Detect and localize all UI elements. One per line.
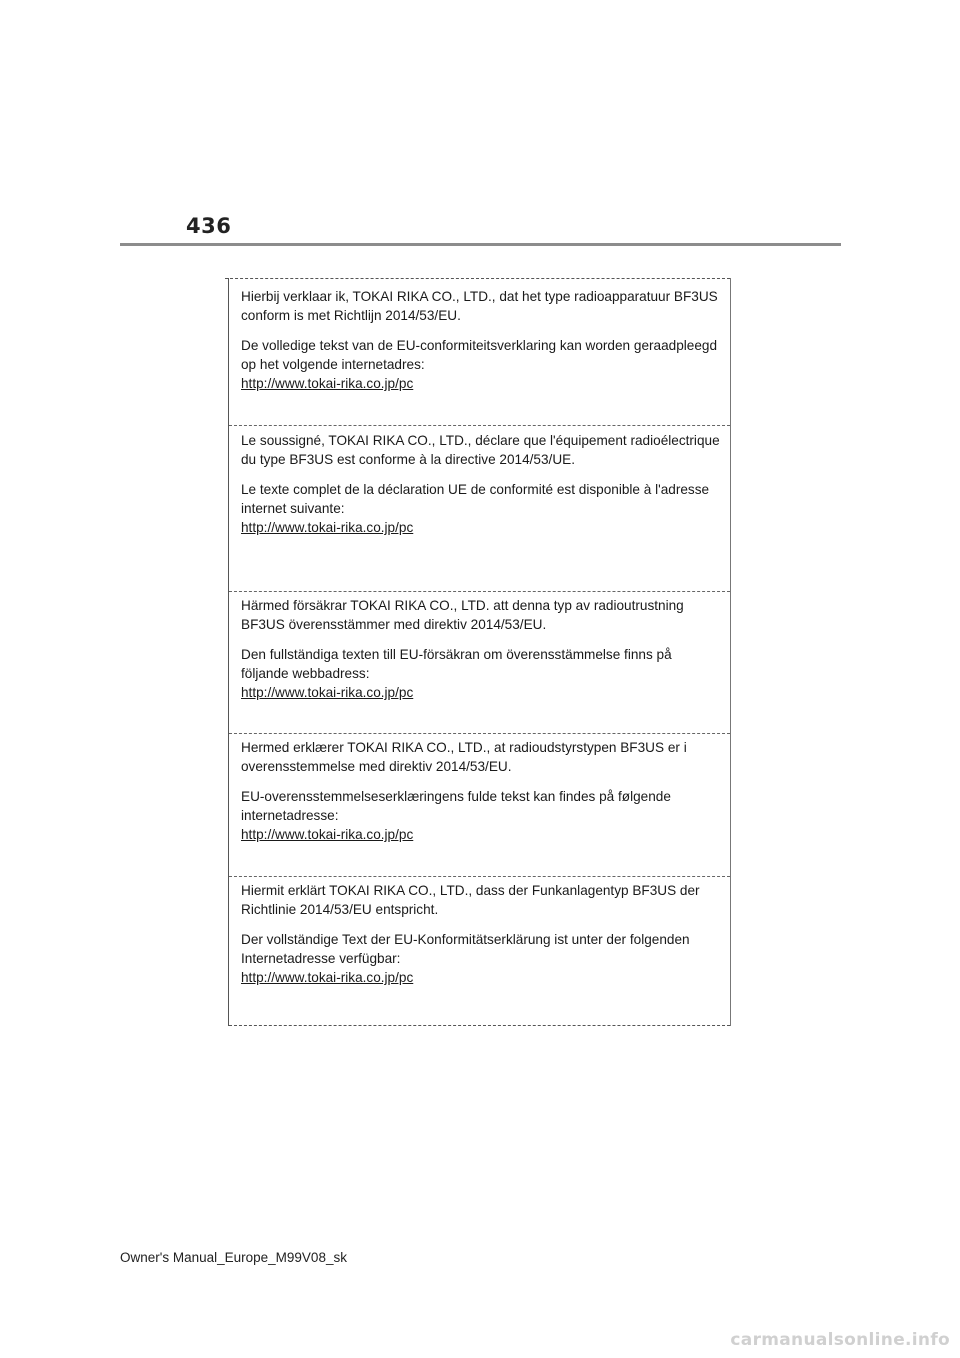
watermark: carmanualsonline.info	[730, 1330, 950, 1350]
declaration-url-link[interactable]: http://www.tokai-rika.co.jp/pc	[241, 827, 414, 842]
declaration-statement: Hierbij verklaar ik, TOKAI RIKA CO., LTD., dat het type radioapparatuur BF3US conform is met Richtlijn 2014/53/EU.	[241, 289, 718, 323]
declaration-statement: Härmed försäkrar TOKAI RIKA CO., LTD. att denna typ av radioutrustning BF3US överensstämmer med direktiv 2014/53/EU.	[241, 598, 684, 632]
section-divider	[229, 733, 730, 734]
declaration-section-sv	[229, 596, 730, 702]
declaration-section-fr	[229, 431, 730, 537]
section-divider	[229, 425, 730, 426]
declaration-info-text: Le texte complet de la déclaration UE de conformité est disponible à l'adresse internet suivante:	[241, 482, 710, 516]
scan-top-border	[225, 278, 730, 279]
declaration-info-text: EU-overensstemmelseserklæringens fulde tekst kan findes på følgende internetadresse:	[241, 789, 671, 823]
declaration-statement: Le soussigné, TOKAI RIKA CO., LTD., déclare que l'équipement radioélectrique du type BF3US est conforme à la directive 2014/53/UE.	[241, 433, 720, 467]
section-divider	[229, 591, 730, 592]
declaration-statement: Hermed erklærer TOKAI RIKA CO., LTD., at radioudstyrstypen BF3US er i overensstemmelse med direktiv 2014/53/EU.	[241, 740, 687, 774]
declaration-info	[241, 480, 720, 537]
declaration-url-link[interactable]: http://www.tokai-rika.co.jp/pc	[241, 376, 414, 391]
declaration-info	[241, 930, 720, 987]
declaration-info	[241, 645, 720, 702]
page-number: 436	[186, 214, 232, 238]
declaration-scan	[228, 278, 731, 1026]
declaration-url-link[interactable]: http://www.tokai-rika.co.jp/pc	[241, 520, 414, 535]
header-rule	[120, 243, 841, 246]
declaration-info-text: De volledige tekst van de EU-conformiteitsverklaring kan worden geraadpleegd op het volgende internetadres:	[241, 338, 718, 372]
declaration-section-de	[229, 881, 730, 987]
scan-bottom-border	[229, 1025, 730, 1026]
declaration-section-nl	[229, 287, 730, 393]
declaration-info-text: Der vollständige Text der EU-Konformitätserklärung ist unter der folgenden Internetadresse verfügbar:	[241, 932, 690, 966]
declaration-info	[241, 787, 720, 844]
declaration-section-da	[229, 738, 730, 844]
declaration-info	[241, 336, 720, 393]
declaration-url-link[interactable]: http://www.tokai-rika.co.jp/pc	[241, 970, 414, 985]
section-divider	[229, 876, 730, 877]
declaration-info-text: Den fullständiga texten till EU-försäkran om överensstämmelse finns på följande webbadress:	[241, 647, 672, 681]
footer-manual-id: Owner's Manual_Europe_M99V08_sk	[120, 1250, 347, 1265]
declaration-statement: Hiermit erklärt TOKAI RIKA CO., LTD., dass der Funkanlagentyp BF3US der Richtlinie 2014/53/EU entspricht.	[241, 883, 700, 917]
declaration-url-link[interactable]: http://www.tokai-rika.co.jp/pc	[241, 685, 414, 700]
